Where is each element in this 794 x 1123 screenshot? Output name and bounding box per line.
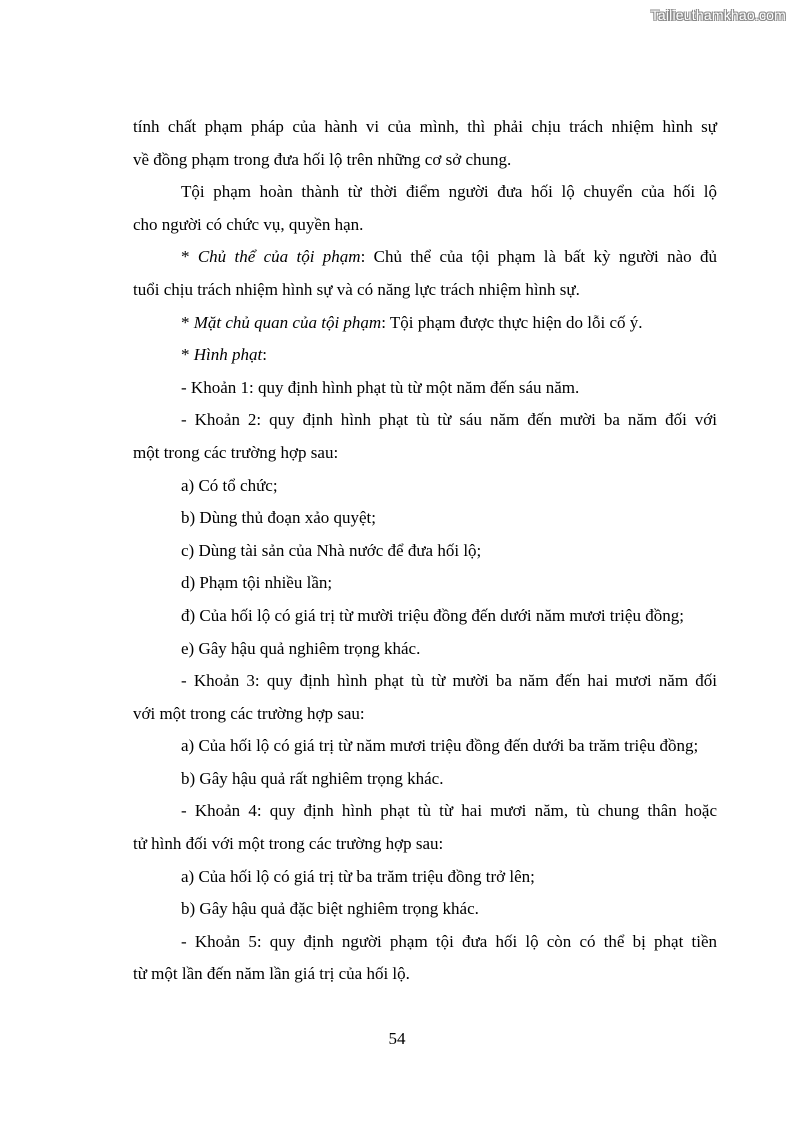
text-line: - Khoản 2: quy định hình phạt tù từ sáu năm đến mười ba năm đối với: [181, 410, 717, 430]
text-line: với một trong các trường hợp sau:: [133, 703, 365, 723]
text-segment: :: [262, 345, 267, 365]
list-item: a) Của hối lộ có giá trị từ ba trăm triệu đồng trở lên;: [181, 866, 535, 886]
text-line: Tội phạm hoàn thành từ thời điểm người đưa hối lộ chuyển của hối lộ: [181, 182, 717, 202]
subject-line: [133, 241, 717, 274]
italic-heading: Chủ thể của tội phạm: [197, 247, 361, 267]
list-item: b) Gây hậu quả rất nghiêm trọng khác.: [181, 768, 444, 788]
penalty-heading-line: [133, 339, 717, 372]
bullet-star: *: [181, 247, 198, 267]
bullet-star: *: [181, 312, 194, 332]
list-item: b) Dùng thủ đoạn xảo quyệt;: [181, 508, 376, 528]
text-line: tử hình đối với một trong các trường hợp sau:: [133, 834, 444, 854]
page-number: 54: [388, 1029, 406, 1048]
italic-heading: Hình phạt: [193, 345, 263, 365]
bullet-star: *: [181, 345, 194, 365]
list-item: d) Phạm tội nhiều lần;: [181, 573, 333, 593]
list-item: đ) Của hối lộ có giá trị từ mười triệu đồng đến dưới năm mươi triệu đồng;: [181, 605, 684, 625]
text-line: tính chất phạm pháp của hành vi của mình, thì phải chịu trách nhiệm hình sự: [133, 117, 717, 136]
text-line: - Khoản 5: quy định người phạm tội đưa hối lộ còn có thể bị phạt tiền: [181, 931, 717, 951]
subjective-line: [133, 307, 717, 340]
text-line: từ một lần đến năm lần giá trị của hối lộ.: [133, 964, 410, 984]
watermark: Tailieuthamkhao.com: [650, 7, 786, 23]
text-line: - Khoản 1: quy định hình phạt tù từ một năm đến sáu năm.: [181, 377, 580, 397]
document-body: [133, 111, 717, 991]
text-line: - Khoản 3: quy định hình phạt tù từ mười ba năm đến hai mươi năm đối: [181, 671, 717, 691]
list-item: e) Gây hậu quả nghiêm trọng khác.: [181, 638, 421, 658]
text-line: cho người có chức vụ, quyền hạn.: [133, 214, 364, 234]
italic-heading: Mặt chủ quan của tội phạm: [193, 312, 382, 332]
text-line: một trong các trường hợp sau:: [133, 442, 339, 462]
text-segment: : Tội phạm được thực hiện do lỗi cố ý.: [381, 312, 643, 332]
text-line: - Khoản 4: quy định hình phạt tù từ hai mươi năm, tù chung thân hoặc: [181, 801, 717, 821]
list-item: c) Dùng tài sản của Nhà nước để đưa hối lộ;: [181, 540, 482, 560]
list-item: a) Của hối lộ có giá trị từ năm mươi triệu đồng đến dưới ba trăm triệu đồng;: [181, 736, 699, 756]
text-line: tuổi chịu trách nhiệm hình sự và có năng lực trách nhiệm hình sự.: [133, 279, 580, 299]
list-item: b) Gây hậu quả đặc biệt nghiêm trọng khác.: [181, 899, 479, 919]
text-line: về đồng phạm trong đưa hối lộ trên những cơ sở chung.: [133, 149, 512, 169]
text-segment: : Chủ thể của tội phạm là bất kỳ người nào đủ: [360, 247, 717, 267]
list-item: a) Có tổ chức;: [181, 475, 278, 495]
